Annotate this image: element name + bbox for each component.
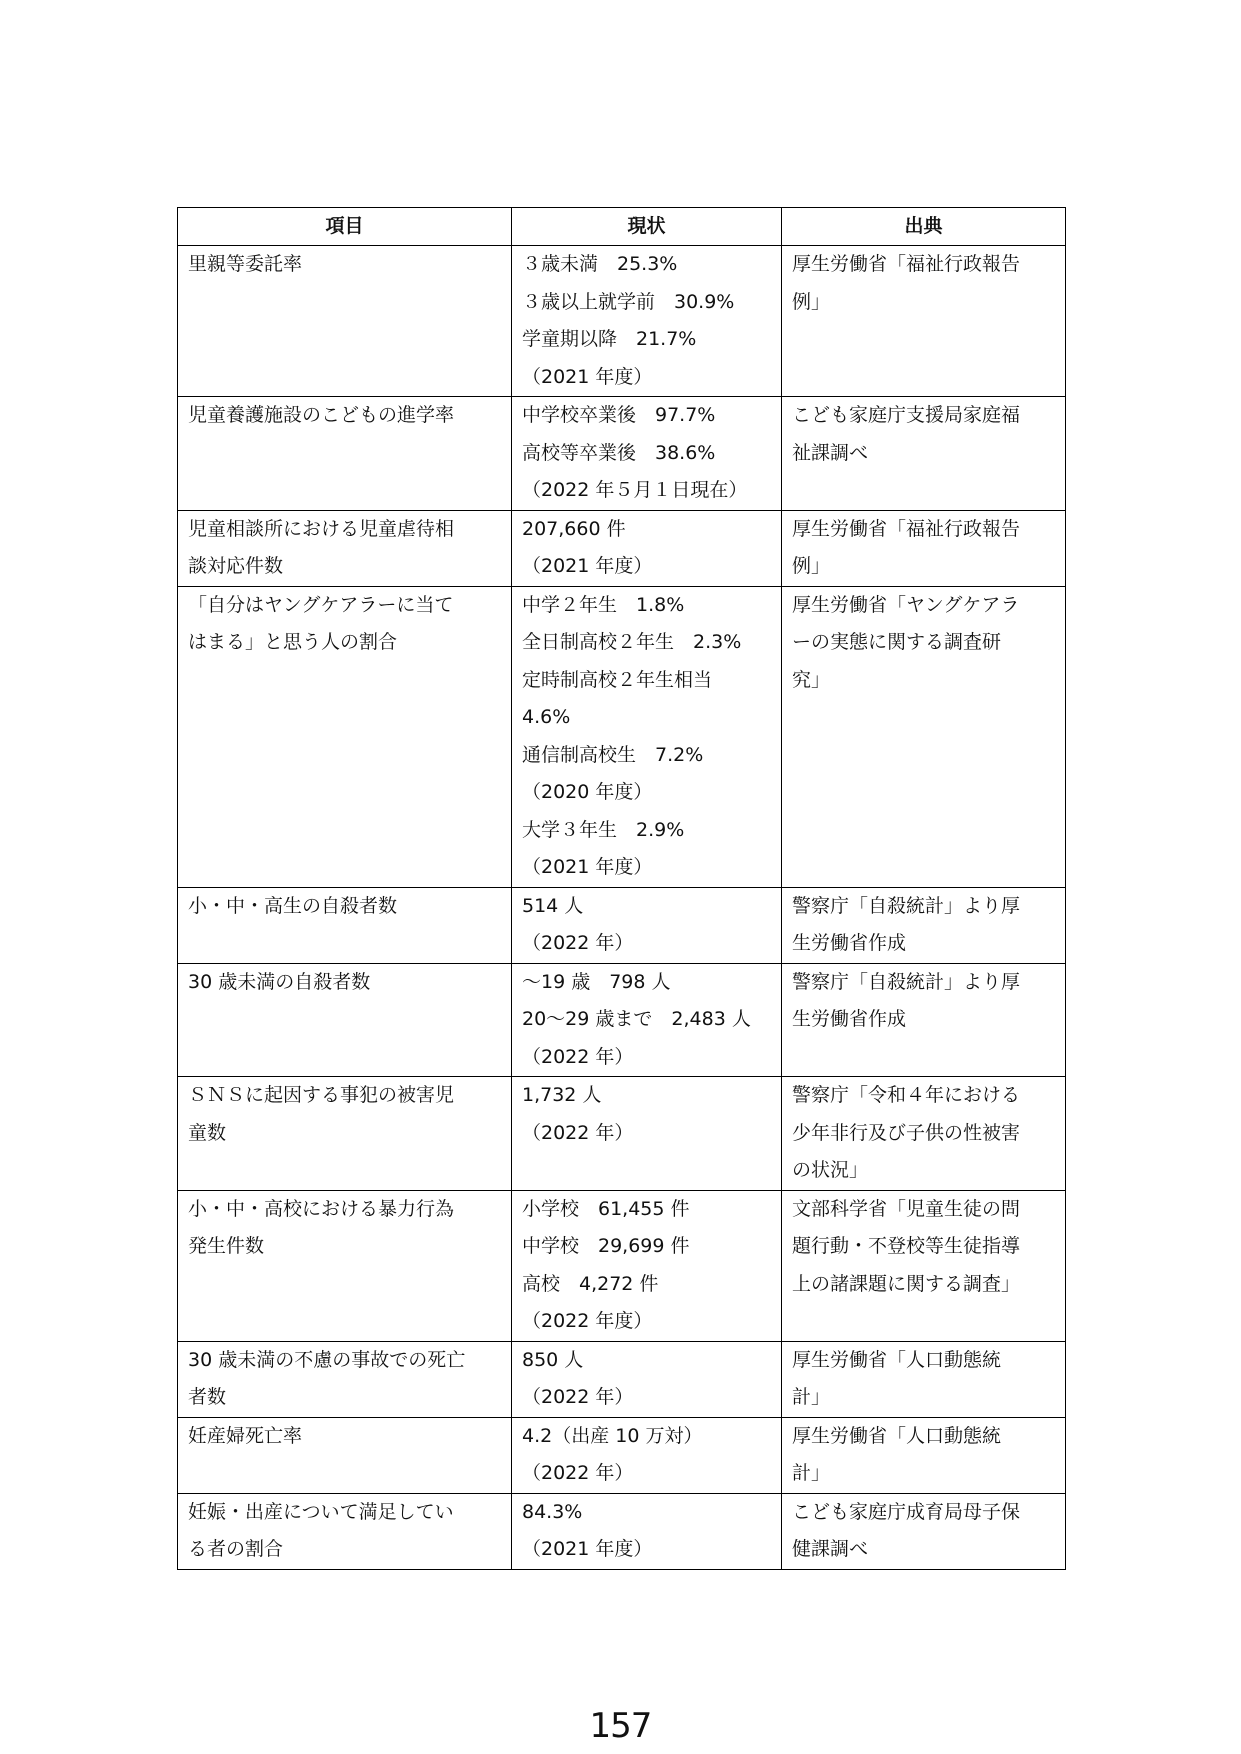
- source-line: 文部科学省「児童生徒の問: [792, 1197, 1021, 1220]
- source-cell: [782, 1493, 1066, 1569]
- status-line: （2021 年度）: [522, 856, 653, 878]
- status-line: （2022 年）: [522, 1462, 634, 1484]
- item-cell: [178, 887, 512, 963]
- item-line: 30 歳未満の不慮の事故での死亡: [188, 1348, 466, 1371]
- item-line: 里親等委託率: [188, 253, 303, 275]
- status-line: ３歳未満 25.3%: [522, 253, 678, 275]
- source-line: 例」: [792, 555, 831, 577]
- status-line: 中学校 29,699 件: [522, 1235, 690, 1257]
- status-line: 高校 4,272 件: [522, 1272, 659, 1295]
- status-line: （2022 年）: [522, 1121, 634, 1144]
- item-cell: [178, 1190, 512, 1341]
- item-cell: [178, 1077, 512, 1191]
- status-cell: [512, 586, 782, 887]
- source-cell: [782, 963, 1066, 1077]
- status-cell: [512, 1077, 782, 1191]
- status-line: （2021 年度）: [522, 1538, 653, 1560]
- status-line: 84.3%: [522, 1500, 583, 1523]
- status-line: 4.6%: [522, 706, 571, 728]
- status-line: 定時制高校２年生相当: [522, 668, 713, 691]
- item-cell: [178, 586, 512, 887]
- source-line: 健課調べ: [792, 1538, 869, 1560]
- item-line: 児童養護施設のこどもの進学率: [188, 404, 455, 426]
- table-row: [178, 963, 1066, 1077]
- item-line: 児童相談所における児童虐待相: [188, 517, 455, 540]
- source-line: 生労働省作成: [792, 1008, 907, 1030]
- header-row: [178, 208, 1066, 246]
- table-row: [178, 586, 1066, 887]
- status-cell: [512, 510, 782, 586]
- table-row: [178, 887, 1066, 963]
- status-line: 小学校 61,455 件: [522, 1197, 690, 1220]
- status-line: 通信制高校生 7.2%: [522, 743, 704, 766]
- statistics-table: [177, 207, 1066, 1570]
- status-line: 4.2（出産 10 万対）: [522, 1424, 703, 1447]
- source-cell: [782, 510, 1066, 586]
- source-cell: [782, 586, 1066, 887]
- item-line: 小・中・高校における暴力行為: [188, 1197, 455, 1220]
- source-cell: [782, 1417, 1066, 1493]
- source-line: 上の諸課題に関する調査」: [792, 1272, 1021, 1295]
- status-line: ～19 歳 798 人: [522, 970, 671, 993]
- status-cell: [512, 887, 782, 963]
- item-line: ＳＮＳに起因する事犯の被害児: [188, 1084, 455, 1106]
- table-row: [178, 1190, 1066, 1341]
- table-row: [178, 1077, 1066, 1191]
- item-cell: [178, 510, 512, 586]
- source-cell: [782, 246, 1066, 397]
- status-cell: [512, 963, 782, 1077]
- status-line: ３歳以上就学前 30.9%: [522, 290, 735, 313]
- status-line: 20～29 歳まで 2,483 人: [522, 1008, 751, 1030]
- table-row: [178, 1493, 1066, 1569]
- table-row: [178, 1341, 1066, 1417]
- item-line: る者の割合: [188, 1538, 284, 1560]
- item-line: 小・中・高生の自殺者数: [188, 894, 398, 917]
- status-line: （2020 年度）: [522, 781, 653, 803]
- item-line: 妊産婦死亡率: [188, 1424, 303, 1447]
- page-number: 157: [589, 1706, 652, 1746]
- source-line: こども家庭庁支援局家庭福: [792, 404, 1021, 426]
- item-line: 童数: [188, 1121, 227, 1144]
- status-line: 学童期以降 21.7%: [522, 328, 697, 350]
- status-cell: [512, 397, 782, 511]
- status-line: 207,660 件: [522, 517, 626, 540]
- item-cell: [178, 1341, 512, 1417]
- status-line: （2022 年）: [522, 1386, 634, 1408]
- table-row: [178, 397, 1066, 511]
- item-line: 発生件数: [188, 1235, 265, 1257]
- source-line: の状況」: [792, 1159, 869, 1181]
- header-status: 現状: [512, 208, 782, 246]
- status-cell: [512, 246, 782, 397]
- status-line: 高校等卒業後 38.6%: [522, 441, 716, 464]
- table-row: [178, 510, 1066, 586]
- status-line: 1,732 人: [522, 1084, 602, 1106]
- source-line: 厚生労働省「ヤングケアラ: [792, 593, 1020, 616]
- source-line: 厚生労働省「福祉行政報告: [792, 517, 1021, 540]
- item-line: 者数: [188, 1386, 227, 1408]
- item-line: 談対応件数: [188, 555, 284, 577]
- status-line: 850 人: [522, 1348, 584, 1371]
- source-cell: [782, 887, 1066, 963]
- source-cell: [782, 1077, 1066, 1191]
- source-line: 厚生労働省「人口動態統: [792, 1348, 1002, 1371]
- item-line: 「自分はヤングケアラーに当て: [188, 593, 454, 616]
- status-cell: [512, 1341, 782, 1417]
- status-line: （2022 年度）: [522, 1310, 653, 1332]
- item-line: はまる」と思う人の割合: [188, 631, 398, 653]
- table-body: [178, 246, 1066, 1570]
- status-cell: [512, 1190, 782, 1341]
- source-line: こども家庭庁成育局母子保: [792, 1500, 1021, 1523]
- status-line: （2022 年）: [522, 932, 634, 954]
- source-line: 計」: [792, 1462, 831, 1484]
- status-cell: [512, 1493, 782, 1569]
- status-line: 中学２年生 1.8%: [522, 593, 685, 616]
- source-line: 生労働省作成: [792, 932, 907, 954]
- source-line: 計」: [792, 1386, 831, 1408]
- status-line: （2022 年）: [522, 1045, 634, 1068]
- status-line: 中学校卒業後 97.7%: [522, 404, 716, 426]
- source-line: 少年非行及び子供の性被害: [792, 1121, 1021, 1144]
- table-header: [178, 208, 1066, 246]
- header-source: 出典: [782, 208, 1066, 246]
- source-cell: [782, 1341, 1066, 1417]
- table-row: [178, 246, 1066, 397]
- source-line: 警察庁「令和４年における: [792, 1084, 1021, 1106]
- status-line: 全日制高校２年生 2.3%: [522, 631, 742, 653]
- item-cell: [178, 1493, 512, 1569]
- source-line: ーの実態に関する調査研: [792, 631, 1002, 653]
- item-cell: [178, 1417, 512, 1493]
- status-line: 大学３年生 2.9%: [522, 818, 685, 841]
- source-line: 警察庁「自殺統計」より厚: [792, 894, 1021, 917]
- status-line: （2022 年５月１日現在）: [522, 479, 748, 501]
- status-line: （2021 年度）: [522, 555, 653, 577]
- item-cell: [178, 246, 512, 397]
- status-line: （2021 年度）: [522, 365, 653, 388]
- source-line: 例」: [792, 290, 831, 313]
- source-line: 厚生労働省「福祉行政報告: [792, 253, 1021, 275]
- status-cell: [512, 1417, 782, 1493]
- table-row: [178, 1417, 1066, 1493]
- source-line: 警察庁「自殺統計」より厚: [792, 970, 1021, 993]
- item-cell: [178, 963, 512, 1077]
- source-line: 究」: [792, 668, 831, 691]
- source-line: 祉課調べ: [792, 441, 869, 464]
- status-line: 514 人: [522, 894, 584, 917]
- source-cell: [782, 1190, 1066, 1341]
- header-item: 項目: [178, 208, 512, 246]
- source-line: 題行動・不登校等生徒指導: [792, 1235, 1021, 1257]
- source-line: 厚生労働省「人口動態統: [792, 1424, 1002, 1447]
- item-line: 30 歳未満の自殺者数: [188, 970, 371, 993]
- item-cell: [178, 397, 512, 511]
- source-cell: [782, 397, 1066, 511]
- item-line: 妊娠・出産について満足してい: [188, 1500, 454, 1523]
